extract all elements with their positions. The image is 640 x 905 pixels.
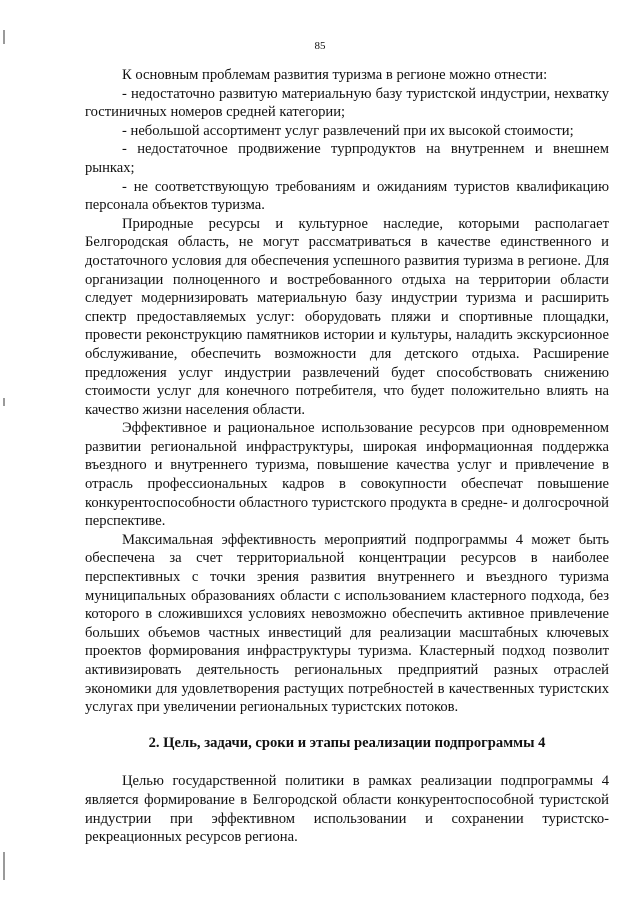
scan-edge-mark — [3, 852, 5, 880]
document-body — [85, 66, 609, 847]
list-item: - недостаточное продвижение турпродуктов на внутреннем и внешнем рынках; — [85, 141, 609, 176]
list-item: - недостаточно развитую материальную базу туристской индустрии, нехватку гостиничных номеров средней категории; — [85, 85, 609, 121]
paragraph-intro: К основным проблемам развития туризма в регионе можно отнести: — [122, 67, 548, 83]
scan-edge-mark — [3, 398, 5, 406]
paragraph: Эффективное и рациональное использование ресурсов при одновременном развитии региональной инфраструктуры, широкая информационная поддержка въездного и внутреннего туризма, повышение качества услуг и привлечение в отрасль профессиональных кадров в совокупности обеспечат повышение конкурентоспособности областного туристского продукта в средне- и долгосрочной перспективе. — [85, 420, 609, 530]
page-number: 85 — [314, 40, 326, 52]
paragraph: Природные ресурсы и культурное наследие, которыми располагает Белгородская область, не могут рассматриваться в качестве единственного и достаточного условия для обеспечения успешного развития туризма в регионе. Для организации полноценного и востребованного отдыха на территории области следует модернизировать материальную базу индустрии туризма и расширить спектр предоставляемых услуг: оборудовать пляжи и спортивные площадки, провести реконструкцию памятников истории и культуры, наладить экскурсионное обслуживание, обеспечить возможности для детского отдыха. Расширение предложения услуг индустрии развлечений будет способствовать снижению стоимости услуг для конечного потребителя, что будет положительно влиять на качество жизни населения области. — [85, 215, 609, 418]
section-heading: 2. Цель, задачи, сроки и этапы реализации подпрограммы 4 — [148, 734, 546, 751]
list-item: - небольшой ассортимент услуг развлечений при их высокой стоимости; — [122, 122, 574, 139]
paragraph: Максимальная эффективность мероприятий подпрограммы 4 может быть обеспечена за счет территориальной концентрации ресурсов в наиболее перспективных с точки зрения развития внутреннего и въездного туризма муниципальных образованиях области с использованием кластерного подхода, без которого в сложившихся условиях невозможно обеспечить активное привлечение больших объемов частных инвестиций для реализации масштабных ключевых проектов формирования инфраструктуры туризма. Кластерный подход позволит активизировать деятельность региональных предприятий разных отраслей экономики для удовлетворения растущих потребностей в качественных туристских услугах при увеличении региональных туристских потоков. — [85, 531, 609, 716]
paragraph: Целью государственной политики в рамках реализации подпрограммы 4 является формирование в Белгородской области конкурентоспособной туристской индустрии при эффективном использовании и сохранении туристско-рекреационных ресурсов региона. — [85, 773, 609, 846]
list-item: - не соответствующую требованиям и ожиданиям туристов квалификацию персонала объектов туризма. — [85, 178, 609, 214]
